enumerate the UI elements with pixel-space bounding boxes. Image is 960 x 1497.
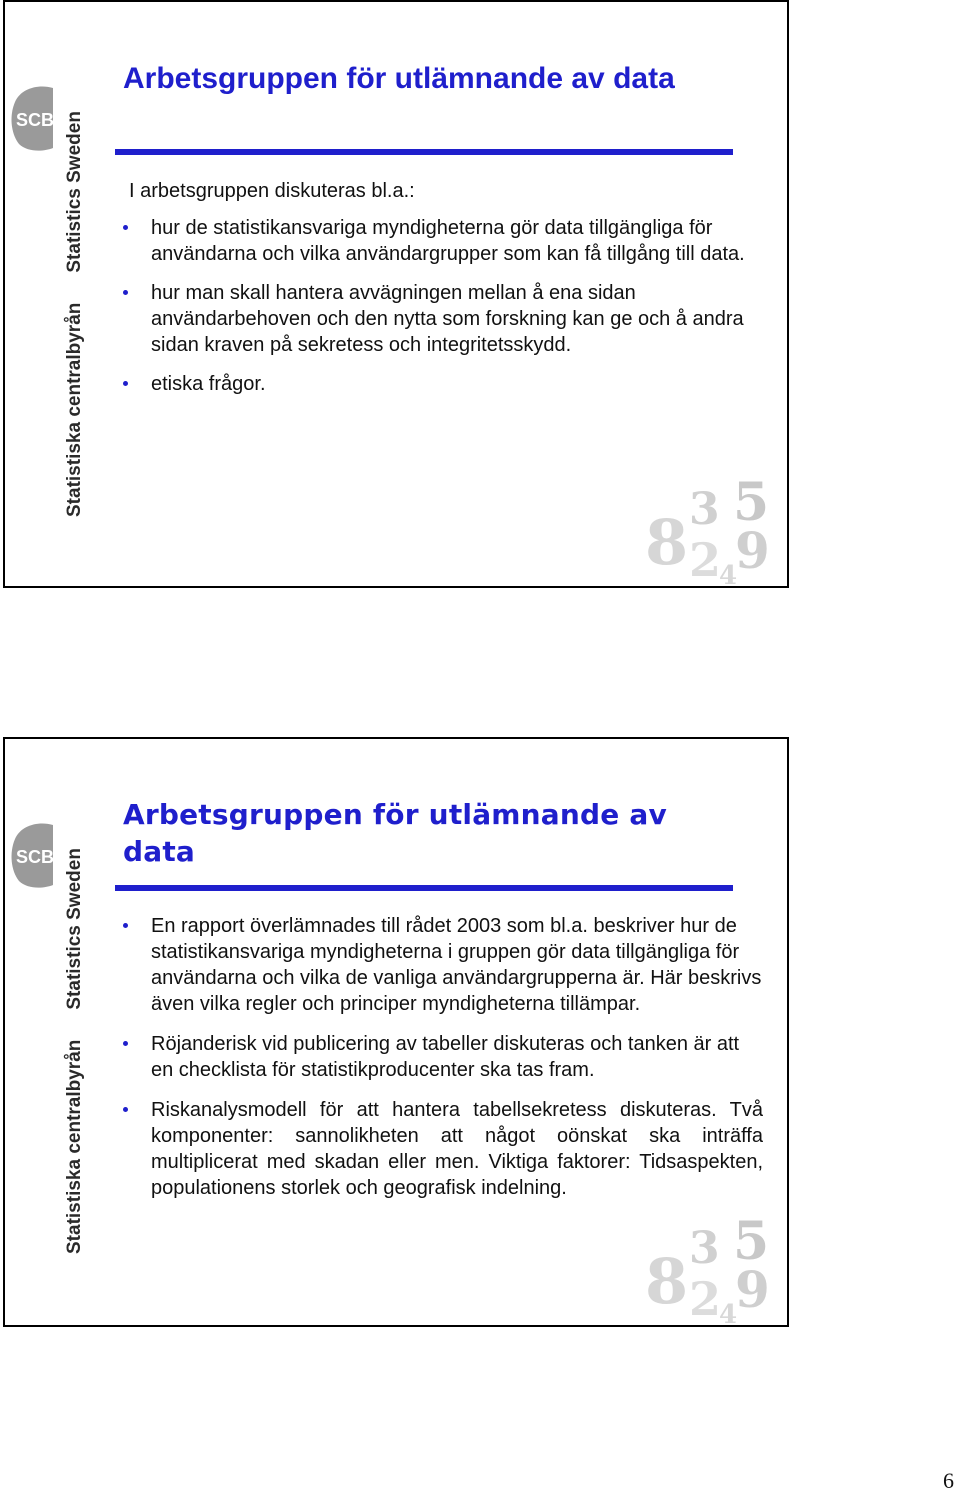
slide-2 [3, 737, 789, 1327]
bullet-text: hur de statistikansvariga myndigheterna gör data tillgängliga för användarna och vilka användargrupper som kan få tillgång till data. [151, 217, 745, 265]
svg-text:3: 3 [689, 484, 720, 535]
bullet-text: Röjanderisk vid publicering av tabeller diskuteras och tanken är att en checklista för statistikproducenter ska tas fram. [151, 1033, 740, 1081]
vertical-primary: Statistiska centralbyrån [64, 1039, 85, 1254]
svg-text:3: 3 [689, 1223, 720, 1274]
svg-text:2: 2 [689, 1272, 722, 1325]
bullet-text: En rapport överlämnades till rådet 2003 som bl.a. beskriver hur de statistikansvariga myndigheterna i gruppen gör data tillgängliga för användarna och vilka de vanliga användargrupperna är. Här beskrivs även vilka regler och principer myndigheterna tillämpar. [151, 915, 762, 1015]
bullet-item [151, 215, 763, 267]
bullet-icon [123, 225, 128, 230]
vertical-secondary: Statistics Sweden [64, 111, 85, 273]
bullet-text: Riskanalysmodell för att hantera tabellsekretess diskuteras. Två komponenter: sannolikheten att något oönskat ska inträffa multiplicerat med skadan eller men. Viktiga faktorer: Tidsaspekten, populationens storlek och geografisk indelning. [151, 1099, 763, 1199]
slide-1 [3, 0, 789, 588]
slide-title: Arbetsgruppen för utlämnande av data [123, 62, 675, 95]
title-underline [115, 149, 733, 155]
bullet-icon [123, 1107, 128, 1112]
svg-text:2: 2 [689, 533, 722, 586]
title-underline [115, 885, 733, 891]
scb-logo-text: SCB [15, 110, 55, 130]
svg-text:5: 5 [733, 476, 770, 533]
numbers-watermark-icon [637, 476, 787, 586]
svg-text:9: 9 [735, 521, 770, 580]
slide-title: Arbetsgruppen för utlämnande av data [123, 798, 667, 868]
bullet-list [151, 913, 763, 1215]
bullet-item [151, 1031, 763, 1083]
bullet-item [151, 1097, 763, 1201]
bullet-item [151, 371, 763, 397]
bullet-icon [123, 923, 128, 928]
svg-text:5: 5 [733, 1215, 770, 1272]
numbers-watermark-icon [637, 1215, 787, 1325]
slide-sidebar [5, 739, 85, 1325]
scb-logo [9, 821, 57, 889]
bullet-text: etiska frågor. [151, 373, 266, 395]
page-number: 6 [943, 1468, 954, 1493]
svg-text:4: 4 [719, 561, 738, 586]
bullet-icon [123, 290, 128, 295]
bullet-icon [123, 1041, 128, 1046]
vertical-primary: Statistiska centralbyrån [64, 302, 85, 517]
bullet-icon [123, 381, 128, 386]
scb-logo [9, 84, 57, 152]
slide-sidebar [5, 2, 85, 586]
svg-text:4: 4 [719, 1300, 738, 1325]
bullet-list [151, 215, 763, 410]
bullet-item [151, 280, 763, 358]
bullet-item [151, 913, 763, 1017]
scb-logo-text: SCB [15, 847, 55, 867]
svg-text:9: 9 [735, 1260, 770, 1319]
slide-intro: I arbetsgruppen diskuteras bl.a.: [129, 180, 415, 202]
svg-text:8: 8 [645, 506, 689, 579]
vertical-secondary: Statistics Sweden [64, 848, 85, 1010]
svg-text:8: 8 [645, 1245, 689, 1318]
bullet-text: hur man skall hantera avvägningen mellan å ena sidan användarbehoven och den nytta som forskning kan ge och å andra sidan kraven på sekretess och integritetsskydd. [151, 282, 744, 356]
